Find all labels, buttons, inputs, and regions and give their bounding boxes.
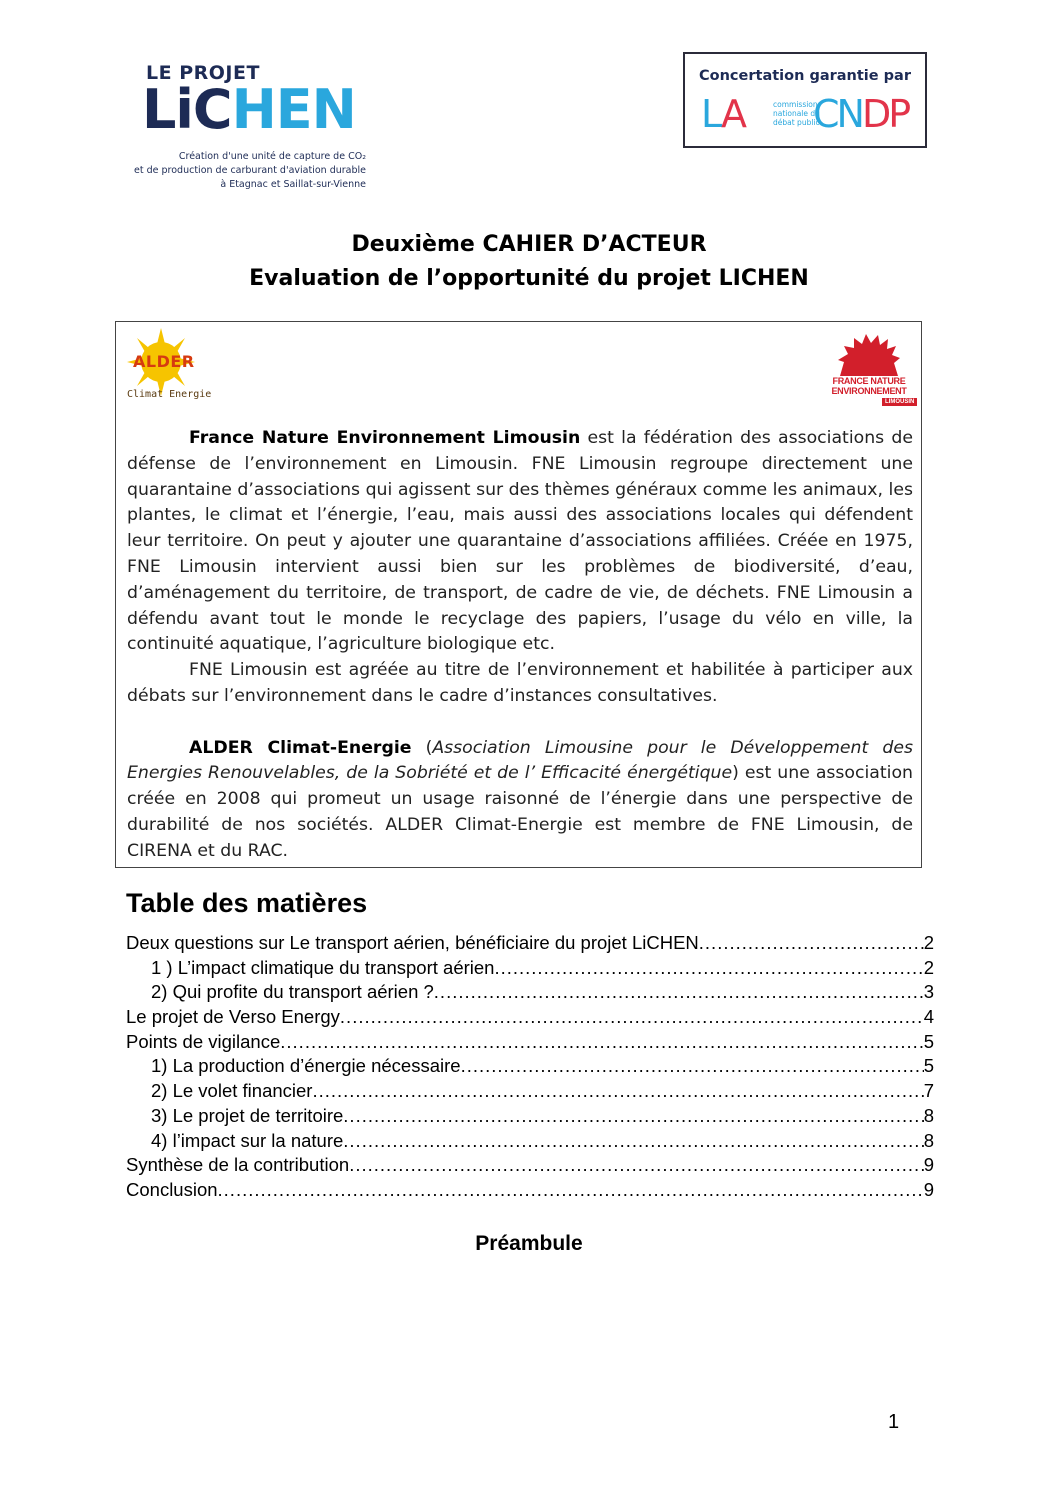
toc-entry-page: 8 [923,1129,934,1151]
toc-entry-page: 4 [923,1006,934,1028]
toc-entry-label: Le projet de Verso Energy [126,1006,340,1028]
toc-entry[interactable] [126,957,934,982]
toc-entry-leader [312,1080,923,1102]
toc-entry-page: 5 [923,1055,934,1077]
preamble-heading: Préambule [475,1232,583,1255]
lichen-logo-wordmark [142,80,356,140]
lichen-logo-chen: HEN [231,78,356,141]
toc-entry-page: 9 [923,1178,934,1200]
document-title-line2: Evaluation de l’opportunité du projet LICHEN [249,266,809,291]
page-number: 1 [888,1411,900,1433]
lichen-subtitle-line: Création d'une unité de capture de CO₂ [178,151,366,162]
fne-description: est la fédération des associations de défense de l’environnement en Limousin. FNE Limousin regroupe directement une quarantaine d’associations qui agissent sur des thèmes généraux comme les animaux, les plantes, le climat et l’énergie, l’eau, mais aussi des associations locales qui défendent leur territoire. On peut y ajouter une quarantaine d’associations affiliées. Créée en 1975, FNE Limousin intervient aussi bien sur les problèmes de biodiversité, d’eau, d’aménagement du territoire, de transport, de cadre de vie, de déchets. FNE Limousin a défendu avant tout le monde le recyclage des papiers, l’usage du vélo en ville, la continuité aquatique, l’agriculture biologique etc. [127,428,913,655]
toc-entry[interactable] [126,1179,934,1204]
alder-paragraph [127,736,913,865]
alder-logo [125,326,215,404]
lichen-logo [118,62,388,194]
toc-entry-leader [343,1105,923,1127]
lichen-logo-top-text: LE PROJET [146,62,260,84]
paragraph-spacer [127,710,913,736]
toc-entry-page: 2 [923,956,934,978]
toc-entry-leader [494,957,923,979]
alder-full-name: Association Limousine pour le Développement des Energies Renouvelables, de la Sobriété et de l’ Efficacité énergétique [127,737,913,784]
toc-entry-label: 4) l’impact sur la nature [151,1129,344,1151]
toc-heading: Table des matières [126,888,368,918]
box-text [127,426,913,865]
document-title-line1: Deuxième CAHIER D’ACTEUR [351,232,707,257]
toc-entry-label: Synthèse de la contribution [126,1154,350,1176]
lichen-logo-li: LiC [142,78,232,141]
toc-entry-leader [699,932,924,954]
toc-entry-leader [349,1154,924,1176]
toc-entry-label: 2) Le volet financier [151,1080,313,1102]
alder-logo-subtitle: Climat Energie [127,389,212,400]
toc-entry-label: 2) Qui profite du transport aérien ? [151,981,434,1003]
alder-logo-name: ALDER [133,352,195,371]
hedgehog-icon [836,332,902,376]
toc-entry-page: 5 [923,1030,934,1052]
lichen-logo-subtitle [118,150,366,192]
toc-entry-label: 3) Le projet de territoire [151,1104,344,1126]
toc-entry-leader [218,1179,924,1201]
cndp-letters-dp: DP [861,92,909,136]
toc-entry-label: 1) La production d’énergie nécessaire [151,1055,461,1077]
cndp-la-mark [701,92,745,136]
toc-entry-label: Deux questions sur Le transport aérien, bénéficiaire du projet LiCHEN [126,932,699,953]
toc-entry[interactable] [126,1130,934,1155]
toc-entry[interactable] [126,1080,934,1105]
toc-entry[interactable] [126,981,934,1006]
fne-name: France Nature Environnement Limousin [189,428,581,448]
fne-logo-badge: LIMOUSIN [882,398,917,406]
toc-entry-page: 8 [923,1104,934,1126]
toc-entry[interactable] [126,1006,934,1031]
cndp-logo-box [683,52,927,148]
cndp-la-a: A [721,92,746,136]
toc-entry-label: Conclusion [126,1178,218,1200]
alder-description: ) est une association créée en 2008 qui promeut un usage raisonné de l’énergie dans une perspective de durabilité de nos sociétés. ALDER Climat-Energie est membre de FNE Limousin, de CIRENA et du RAC. [127,763,913,861]
cndp-letters-cn: CN [813,92,862,136]
actor-presentation-box [115,321,922,868]
cndp-small-line: nationale du [773,109,820,118]
cndp-la-l: L [701,92,722,136]
fne-paragraph [127,426,913,658]
cndp-letters [813,92,908,136]
fne-logo-line2: ENVIRONNEMENT [831,386,907,396]
cndp-small-line: débat public [773,118,820,127]
toc-entry-page: 9 [923,1154,934,1176]
toc-entry[interactable] [126,1154,934,1179]
fne-logo [826,332,916,412]
toc-entry[interactable] [126,1105,934,1130]
fne-logo-line1: FRANCE NATURE [832,376,906,386]
toc-entry-page: 7 [923,1080,934,1102]
cndp-title: Concertation garantie par [699,68,911,84]
fne-paragraph-2: FNE Limousin est agréée au titre de l’environnement et habilitée à participer aux débats sur l’environnement dans le cadre d’instances consultatives. [127,660,913,706]
toc-entry-leader [280,1031,923,1053]
lichen-subtitle-line: et de production de carburant d'aviation durable [134,165,366,176]
alder-name: ALDER Climat-Energie [189,737,412,758]
toc-entry-page: 2 [923,932,934,953]
toc-entry-label: 1 ) L’impact climatique du transport aérien [151,956,495,978]
alder-open-paren: ( [411,737,433,758]
lichen-subtitle-line: à Etagnac et Saillat-sur-Vienne [220,179,366,190]
toc-entry-leader [461,1055,924,1077]
table-of-contents [126,932,934,1204]
toc-entry-leader [343,1130,923,1152]
toc-entry[interactable] [126,1055,934,1080]
toc-entry-page: 3 [923,981,934,1003]
toc-entry[interactable] [126,1031,934,1056]
toc-entry-leader [340,1006,924,1028]
toc-entry[interactable] [126,932,934,957]
toc-entry-label: Points de vigilance [126,1030,281,1052]
toc-entry-leader [434,981,924,1003]
cndp-small-line: commission [773,100,818,109]
